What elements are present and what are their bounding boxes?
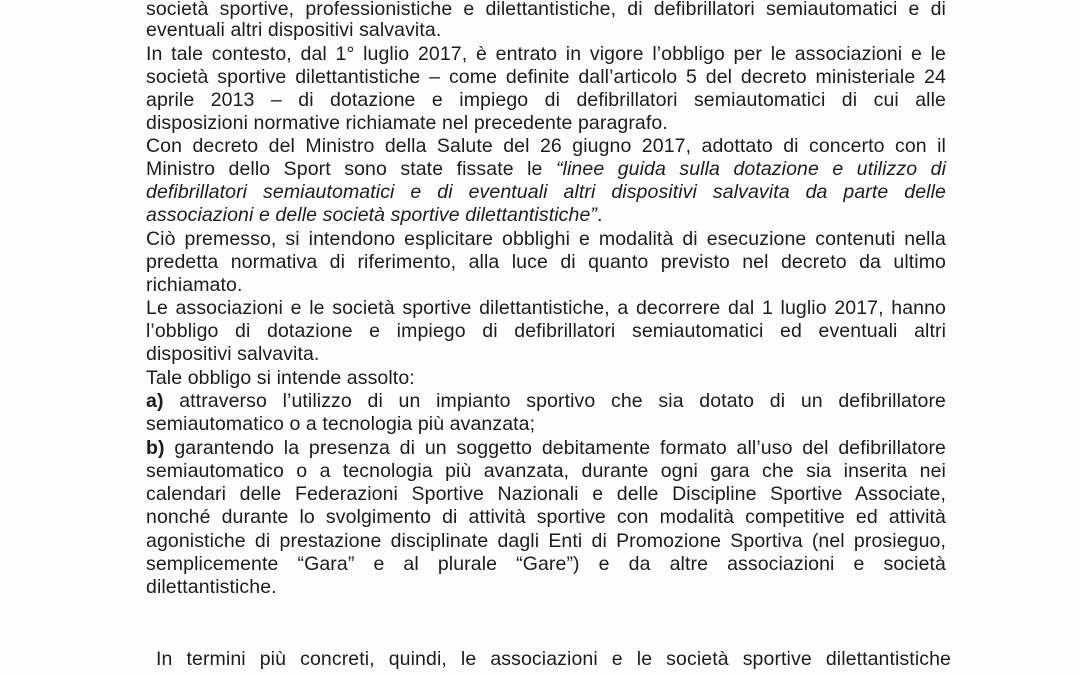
text-line [146,181,946,203]
text-segment: Ministro dello Sport sono state fissate le [146,158,543,180]
text-line: richiamato. [146,274,243,296]
text-line: semplicemente “Gara” e al plurale “Gare”) e da altre associazioni e società [146,553,946,575]
text-line: dilettantistiche. [146,576,277,598]
text-line: Ciò premesso, si intendono esplicitare obblighi e modalità di esecuzione contenuti nella [146,228,946,250]
list-item-a [146,390,946,412]
text-line: Le associazioni e le società sportive dilettantistiche, a decorrere dal 1 luglio 2017, hanno [146,297,946,319]
quoted-title: defibrillatori semiautomatici e di eventuali altri dispositivi salvavita da parte delle [146,181,946,203]
text-line: società sportive dilettantistiche – come definite dall’articolo 5 del decreto ministeriale 24 [146,66,946,88]
text-line: Tale obbligo si intende assolto: [146,367,415,389]
text-segment: garantendo la presenza di un soggetto debitamente formato all’uso del defibrillatore [164,437,946,459]
text-line: società sportive, professionistiche e dilettantistiche, di defibrillatori semiautomatici e di [146,0,946,20]
text-line: eventuali altri dispositivi salvavita. [146,19,442,41]
text-line: semiautomatico o a tecnologia più avanzata, durante ogni gara che sia inserita nei [146,460,946,482]
text-line: l’obbligo di dotazione e impiego di defibrillatori semiautomatici ed eventuali altri [146,320,946,342]
text-line [146,158,946,180]
text-line: disposizioni normative richiamate nel precedente paragrafo. [146,112,668,134]
quoted-title: associazioni e delle società sportive dilettantistiche” [146,204,597,226]
text-line: In tale contesto, dal 1° luglio 2017, è entrato in vigore l’obbligo per le associazioni e le [146,43,946,65]
text-line: In termini più concreti, quindi, le associazioni e le società sportive dilettantistiche [156,648,951,670]
list-item-b [146,437,946,459]
text-line: agonistiche di prestazione disciplinate dagli Enti di Promozione Sportiva (nel prosieguo, [146,530,946,552]
text-line: aprile 2013 – di dotazione e impiego di defibrillatori semiautomatici di cui alle [146,89,946,111]
text-line [146,204,946,226]
text-segment: attraverso l’utilizzo di un impianto sportivo che sia dotato di un defibrillatore [163,390,946,412]
text-line: nonché durante lo svolgimento di attività sportive con modalità competitive ed attività [146,506,946,528]
list-marker: a) [146,390,164,412]
text-line: calendari delle Federazioni Sportive Nazionali e delle Discipline Sportive Associate, [146,483,946,505]
text-line: Con decreto del Ministro della Salute del 26 giugno 2017, adottato di concerto con il [146,135,946,157]
text-segment: . [596,204,603,226]
text-line: semiautomatico o a tecnologia più avanzata; [146,413,536,435]
text-line: dispositivi salvavita. [146,343,320,365]
list-marker: b) [146,437,165,459]
text-line: predetta normativa di riferimento, alla luce di quanto previsto nel decreto da ultimo [146,251,946,273]
quoted-title: “linee guida sulla dotazione e utilizzo di [555,158,946,180]
